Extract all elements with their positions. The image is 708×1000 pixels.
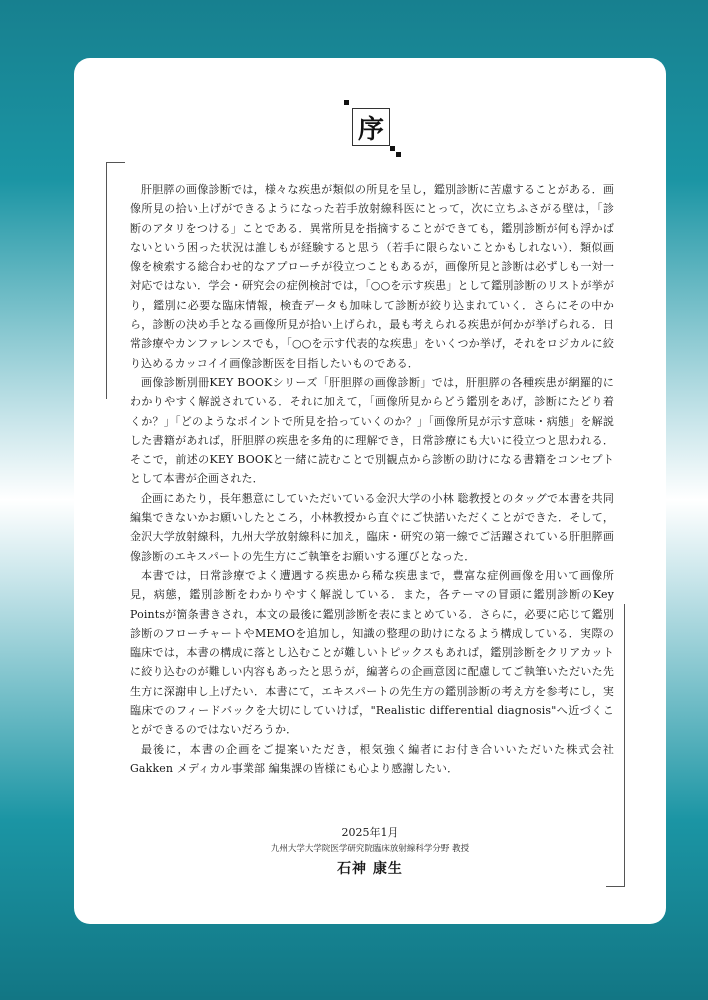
paragraph: 肝胆膵の画像診断では，様々な疾患が類似の所見を呈し，鑑別診断に苦慮することがある．画像所見の拾い上げができるようになった若手放射線科医にとって，次に立ちふさがる壁は，「診断のアタリをつける」ことである．異常所見を指摘することができても，鑑別診断が何も浮かばないという困った状況は誰しもが経験すると思う（若手に限らないことかもしれない）．類似画像を検索する総合わせ的なアプローチが役立つこともあるが，画像所見と診断は必ずしも一対一対応ではない．学会・研究会の症例検討では，「○○を示す疾患」として鑑別診断のリストが挙がり，鑑別に必要な臨床情報，検査データも加味して診断が絞り込まれていく．さらにその中から，診断の決め手となる画像所見が拾い上げられ，最も考えられる疾患が何かが挙げられる．日常診療やカンファレンスでも，「○○を示す代表的な疾患」をいくつか挙げ，それをロジカルに絞り込めるカッコイイ画像診断医を目指したいものである． <box>130 183 614 370</box>
title-block <box>344 100 404 160</box>
left-bracket-line <box>106 162 125 399</box>
paragraph: 画像診断別冊KEY BOOKシリーズ「肝胆膵の画像診断」では，肝胆膵の各種疾患が網羅的にわかりやすく解説されている．それに加えて，「画像所見からどう鑑別をあげ，診断にたどり着くか？」「どのようなポイントで所見を拾っていくのか？」「画像所見が示す意味・病態」を解説した書籍があれば，肝胆膵の疾患を多角的に理解でき，日常診療にも大いに役立つと思われる．そこで，前述のKEY BOOKと一緒に読むことで別観点から診断の助けになる書籍をコンセプトとして本書が企画された． <box>130 375 614 486</box>
page-title: 序 <box>352 108 390 146</box>
paragraph: 本書では，日常診療でよく遭遇する疾患から稀な疾患まで，豊富な症例画像を用いて画像所見，病態，鑑別診断をわかりやすく解説している．また，各テーマの冒頭に鑑別診断のKey Pointsが箇条書きされ，本文の最後に鑑別診断を表にまとめている．さらに，必要に応じて鑑別診断のフローチャートやMEMOを追加し，知識の整理の助けになるよう構成している．実際の臨床では，本書の構成に落とし込むことが難しいトピックスもあれば，鑑別診断をクリアカットに絞り込むのが難しい内容もあったと思うが，編著らの企画意図に配慮してご執筆いただいた先生方に深謝申し上げたい．本書にて，エキスパートの先生方の鑑別診断の考え方を参考にし，実臨床でのフィードバックを大切にしていけば，"Realistic differential diagnosis"へ近づくことができるのではないだろうか． <box>130 568 614 737</box>
corner-square-decoration <box>390 146 395 151</box>
page-card <box>74 58 666 924</box>
signature-author: 石神 康生 <box>337 861 403 877</box>
corner-square-decoration <box>396 152 401 157</box>
signature-affiliation: 九州大学大学院医学研究院臨床放射線科学分野 教授 <box>270 844 470 854</box>
paragraph: 企画にあたり，長年懇意にしていただいている金沢大学の小林 聡教授とのタッグで本書を共同編集できないかお願いしたところ，小林教授から直ぐにご快諾いただくことができた．そして，金沢大学放射線科，九州大学放射線科に加え，臨床・研究の第一線でご活躍されている肝胆膵画像診断のエキスパートの先生方にご執筆をお願いする運びとなった． <box>130 491 614 563</box>
preface-body <box>130 180 614 778</box>
corner-square-decoration <box>344 100 349 105</box>
signature-date: 2025年1月 <box>341 826 399 839</box>
paragraph: 最後に，本書の企画をご提案いただき，根気強く編者にお付き合いいただいた株式会社Gakken メディカル事業部 編集課の皆様にも心より感謝したい． <box>130 742 614 775</box>
